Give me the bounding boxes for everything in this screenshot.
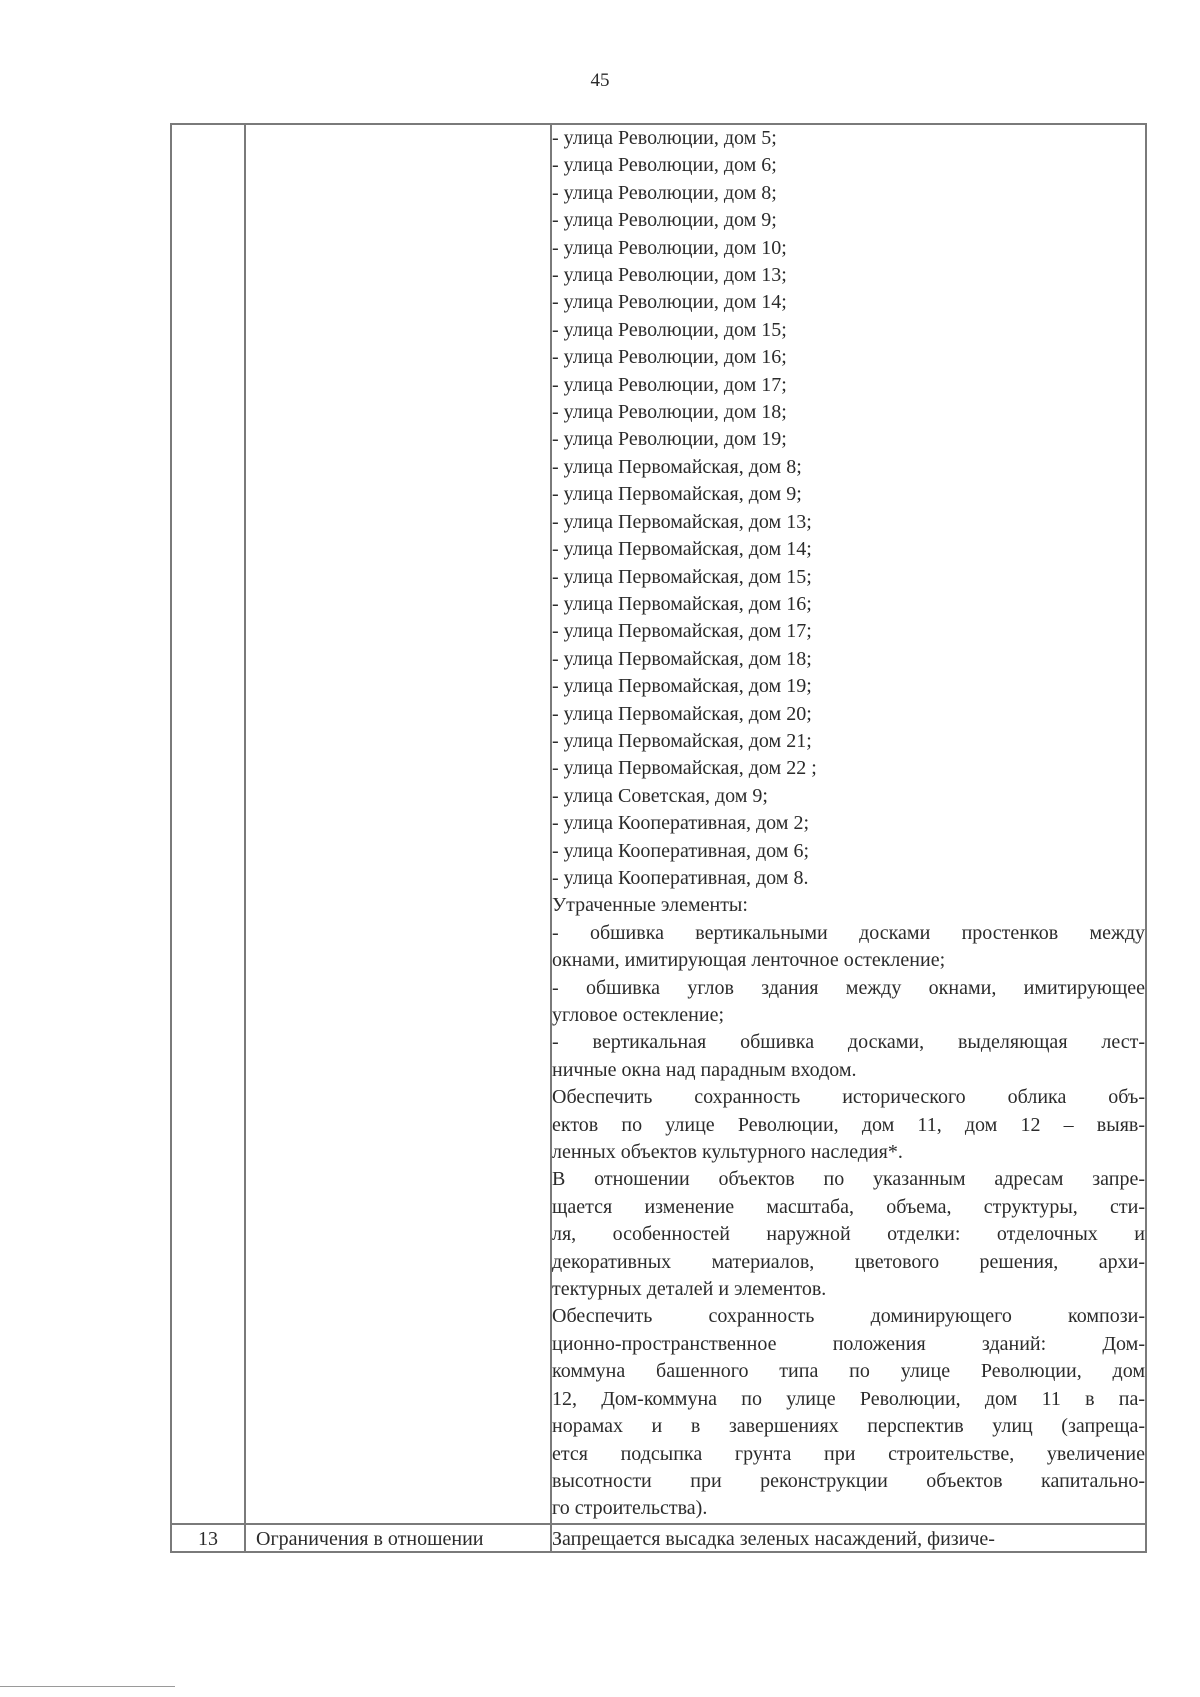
address-item: - улица Первомайская, дом 20; bbox=[552, 702, 812, 725]
paragraph-line: Обеспечить сохранность исторического облика объ- bbox=[552, 1086, 1145, 1109]
row-number-cell: 13 bbox=[171, 1524, 245, 1552]
paragraph-line: высотности при реконструкции объектов капитально- bbox=[552, 1469, 1145, 1492]
lost-element-item-line: окнами, имитирующая ленточное остекление; bbox=[552, 949, 946, 972]
address-item: - улица Первомайская, дом 22 ; bbox=[552, 757, 817, 780]
paragraphs bbox=[552, 1084, 1145, 1523]
table-row bbox=[171, 124, 1146, 1524]
lost-element-item bbox=[552, 920, 1145, 975]
paragraph-line: ектов по улице Революции, дом 11, дом 12 – выяв- bbox=[552, 1113, 1145, 1136]
row-content-cell: Запрещается высадка зеленых насаждений, физиче- bbox=[551, 1524, 1146, 1552]
address-item: - улица Революции, дом 19; bbox=[552, 428, 787, 451]
row-name-cell: Ограничения в отношении bbox=[245, 1524, 551, 1552]
paragraph-line: тектурных деталей и элементов. bbox=[552, 1278, 827, 1301]
paragraph bbox=[552, 1303, 1145, 1522]
paragraph-line: щается изменение масштаба, объема, структуры, сти- bbox=[552, 1195, 1145, 1218]
lost-element-item-line: угловое остекление; bbox=[552, 1004, 725, 1026]
address-item: - улица Кооперативная, дом 8. bbox=[552, 866, 809, 889]
lost-element-item-line: - обшивка углов здания между окнами, имитирующее bbox=[552, 976, 1145, 999]
paragraph bbox=[552, 1166, 1145, 1303]
row-content-cell bbox=[551, 124, 1146, 1524]
address-item: - улица Первомайская, дом 15; bbox=[552, 565, 812, 588]
paragraph-line: ется подсыпка грунта при строительстве, увеличение bbox=[552, 1442, 1145, 1465]
paragraph-line: декоративных материалов, цветового решения, архи- bbox=[552, 1250, 1145, 1273]
regulations-table bbox=[170, 123, 1147, 1553]
paragraph-line: В отношении объектов по указанным адресам запре- bbox=[552, 1168, 1145, 1191]
address-item: - улица Первомайская, дом 21; bbox=[552, 729, 812, 752]
address-item: - улица Революции, дом 8; bbox=[552, 181, 777, 204]
address-item: - улица Первомайская, дом 16; bbox=[552, 592, 812, 615]
page-number: 45 bbox=[590, 70, 610, 91]
paragraph-line: го строительства). bbox=[552, 1497, 708, 1520]
address-item: - улица Первомайская, дом 14; bbox=[552, 538, 812, 561]
paragraph bbox=[552, 1084, 1145, 1166]
address-item: - улица Революции, дом 6; bbox=[552, 154, 777, 177]
address-item: - улица Революции, дом 10; bbox=[552, 236, 787, 259]
lost-elements-heading: Утраченные элементы: bbox=[552, 894, 748, 917]
address-item: - улица Первомайская, дом 19; bbox=[552, 675, 812, 698]
address-item: - улица Советская, дом 9; bbox=[552, 784, 768, 807]
paragraph-line: 12, Дом-коммуна по улице Революции, дом 11 в па- bbox=[552, 1387, 1145, 1410]
paragraph-line: Обеспечить сохранность доминирующего компози- bbox=[552, 1305, 1145, 1328]
address-item: - улица Первомайская, дом 13; bbox=[552, 510, 812, 533]
address-item: - улица Революции, дом 9; bbox=[552, 209, 777, 232]
paragraph-line: коммуна башенного типа по улице Революции, дом bbox=[552, 1360, 1145, 1383]
paragraph-line: норамах и в завершениях перспектив улиц (запреща- bbox=[552, 1415, 1145, 1438]
address-list bbox=[552, 125, 1145, 892]
footer-rule bbox=[0, 1686, 175, 1687]
row-name-cell bbox=[245, 124, 551, 1524]
address-item: - улица Революции, дом 13; bbox=[552, 264, 787, 287]
address-item: - улица Революции, дом 5; bbox=[552, 127, 777, 149]
address-item: - улица Кооперативная, дом 6; bbox=[552, 839, 810, 862]
address-item: - улица Кооперативная, дом 2; bbox=[552, 812, 810, 835]
address-item: - улица Первомайская, дом 9; bbox=[552, 483, 802, 506]
address-item: - улица Первомайская, дом 18; bbox=[552, 647, 812, 670]
address-item: - улица Революции, дом 17; bbox=[552, 373, 787, 396]
lost-element-item-line: - вертикальная обшивка досками, выделяющая лест- bbox=[552, 1031, 1145, 1054]
table-row bbox=[171, 1524, 1146, 1552]
paragraph-line: ционно-пространственное положения зданий: Дом- bbox=[552, 1332, 1145, 1355]
address-item: - улица Революции, дом 18; bbox=[552, 401, 787, 424]
lost-element-item-line: ничные окна над парадным входом. bbox=[552, 1058, 857, 1081]
address-item: - улица Первомайская, дом 8; bbox=[552, 455, 802, 478]
address-item: - улица Революции, дом 14; bbox=[552, 291, 787, 314]
paragraph-line: ля, особенностей наружной отделки: отделочных и bbox=[552, 1223, 1145, 1246]
row-number-cell bbox=[171, 124, 245, 1524]
address-item: - улица Революции, дом 16; bbox=[552, 346, 787, 369]
lost-elements-list bbox=[552, 920, 1145, 1084]
lost-element-item-line: - обшивка вертикальными досками простенков между bbox=[552, 921, 1145, 944]
address-item: - улица Революции, дом 15; bbox=[552, 318, 787, 341]
lost-element-item bbox=[552, 1029, 1145, 1084]
address-item: - улица Первомайская, дом 17; bbox=[552, 620, 812, 643]
lost-element-item bbox=[552, 975, 1145, 1030]
paragraph-line: ленных объектов культурного наследия*. bbox=[552, 1141, 903, 1164]
